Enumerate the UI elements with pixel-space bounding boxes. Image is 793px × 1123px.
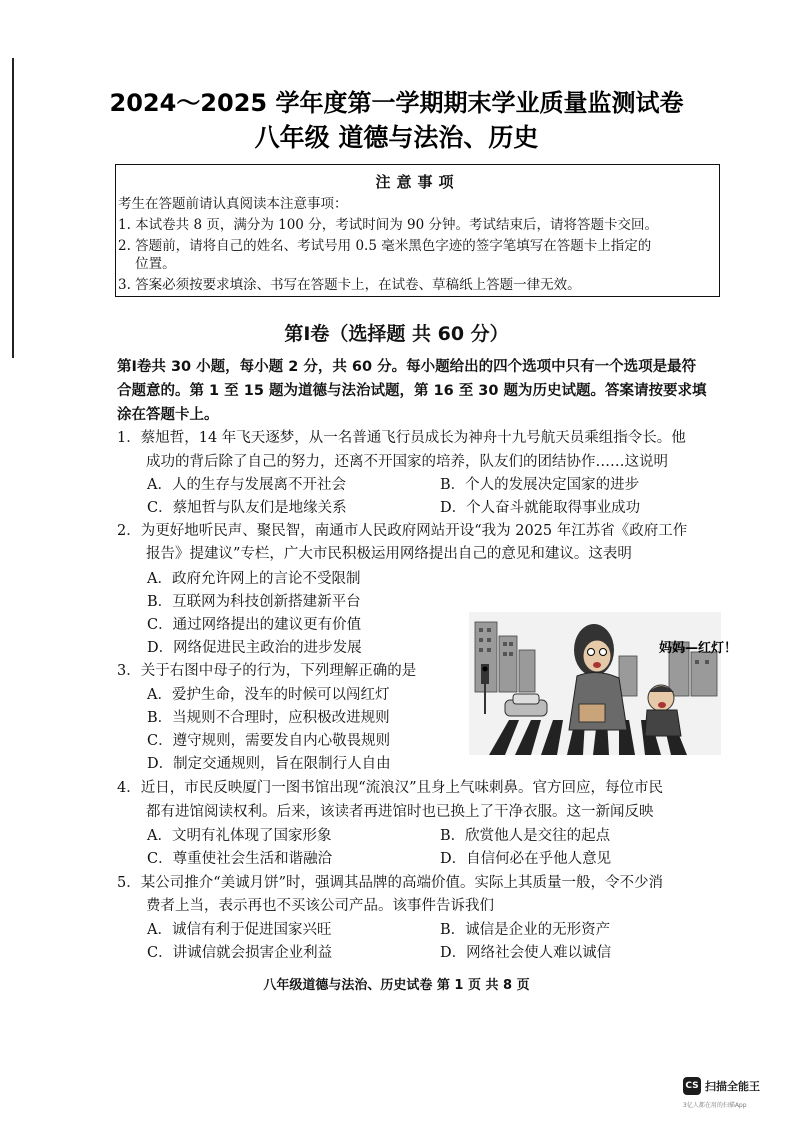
- watermark-app-name: 扫描全能王: [705, 1080, 760, 1093]
- watermark-tagline: 3亿人都在用的扫描App: [683, 1102, 747, 1109]
- scanner-watermark: [683, 1074, 793, 1114]
- question-2-option-c: C．通过网络提出的建议更有价值: [147, 617, 362, 633]
- question-4-option-c: C．尊重使社会生活和谐融洽: [147, 851, 333, 867]
- question-3-stem: 3．关于右图中母子的行为，下列理解正确的是: [117, 663, 417, 679]
- section-title: 第Ⅰ卷（选择题 共 60 分）: [284, 323, 509, 345]
- question-3-option-b: B．当规则不合理时，应积极改进规则: [147, 710, 390, 726]
- notice-heading: 注意事项: [375, 173, 460, 191]
- question-4-option-a: A．文明有礼体现了国家形象: [147, 828, 332, 844]
- question-3-option-c: C．遵守规则，需要发自内心敬畏规则: [147, 733, 391, 749]
- page-footer: 八年级道德与法治、历史试卷 第 1 页 共 8 页: [263, 978, 530, 993]
- question-1-option-b: B．个人的发展决定国家的进步: [440, 477, 640, 493]
- question-3-option-d: D．制定交通规则，旨在限制行人自由: [147, 756, 391, 772]
- exam-title: 2024～2025 学年度第一学期期末学业质量监测试卷: [109, 89, 684, 117]
- crosswalk-cartoon-illustration: [469, 612, 738, 755]
- question-5-stem: 5．某公司推介“美诚月饼”时，强调其品牌的高端价值。实际上其质量一般，令不少消: [117, 875, 664, 891]
- question-1-stem: 成功的背后除了自己的努力，还离不开国家的培养，队友们的团结协作……这说明: [146, 454, 668, 470]
- question-4-option-d: D．自信何必在乎他人意见: [440, 851, 612, 867]
- question-1-stem: 1．蔡旭哲，14 年飞天逐梦，从一名普通飞行员成长为神舟十九号航天员乘组指令长。他: [117, 430, 686, 446]
- question-4-stem: 都有进馆阅读权利。后来，该读者再进馆时也已换上了干净衣服。这一新闻反映: [146, 804, 654, 820]
- question-2-option-d: D．网络促进民主政治的进步发展: [147, 640, 362, 656]
- question-2-stem: 2．为更好地听民声、聚民智，南通市人民政府网站开设“我为 2025 年江苏省《政府工作: [117, 523, 688, 539]
- notice-line: 3. 答案必须按要求填涂、书写在答题卡上，在试卷、草稿纸上答题一律无效。: [118, 277, 581, 293]
- notice-line: 2. 答题前，请将自己的姓名、考试号用 0.5 毫米黑色字迹的签字笔填写在答题卡上指定的: [118, 238, 652, 254]
- question-5-option-a: A．诚信有利于促进国家兴旺: [147, 922, 332, 938]
- question-4-option-b: B．欣赏他人是交往的起点: [440, 828, 611, 844]
- question-2-option-b: B．互联网为科技创新搭建新平台: [147, 594, 361, 610]
- question-1-option-d: D．个人奋斗就能取得事业成功: [440, 500, 641, 516]
- question-5-option-c: C．讲诚信就会损害企业利益: [147, 945, 333, 961]
- section-intro: 合题意的。第 1 至 15 题为道德与法治试题，第 16 至 30 题为历史试题。答案请按要求填: [117, 383, 707, 399]
- notice-line: 位置。: [118, 256, 176, 272]
- exam-subtitle: 八年级 道德与法治、历史: [254, 123, 539, 152]
- question-5-option-d: D．网络社会使人难以诚信: [440, 945, 612, 961]
- cartoon-speech-text: 妈妈—红灯！: [659, 641, 738, 656]
- question-5-option-b: B．诚信是企业的无形资产: [440, 922, 611, 938]
- question-4-stem: 4．近日，市民反映厦门一图书馆出现“流浪汉”且身上气味刺鼻。官方回应，每位市民: [117, 780, 664, 796]
- notice-box: [115, 164, 720, 297]
- notice-line: 考生在答题前请认真阅读本注意事项：: [118, 196, 348, 212]
- section-intro: 第Ⅰ卷共 30 小题，每小题 2 分，共 60 分。每小题给出的四个选项中只有一个选项是最符: [117, 359, 697, 375]
- question-2-option-a: A．政府允许网上的言论不受限制: [147, 571, 361, 587]
- camscanner-logo-icon: CS: [683, 1077, 701, 1095]
- question-5-stem: 费者上当，表示再也不买该公司产品。该事件告诉我们: [146, 898, 494, 914]
- notice-line: 1. 本试卷共 8 页，满分为 100 分，考试时间为 90 分钟。考试结束后，请将答题卡交回。: [118, 217, 658, 233]
- question-1-option-c: C．蔡旭哲与队友们是地缘关系: [147, 500, 347, 516]
- section-intro: 涂在答题卡上。: [117, 407, 219, 423]
- question-1-option-a: A．人的生存与发展离不开社会: [147, 477, 346, 493]
- question-3-option-a: A．爱护生命，没车的时候可以闯红灯: [147, 687, 390, 703]
- question-2-stem: 报告》提建议”专栏，广大市民积极运用网络提出自己的意见和建议。这表明: [146, 546, 632, 562]
